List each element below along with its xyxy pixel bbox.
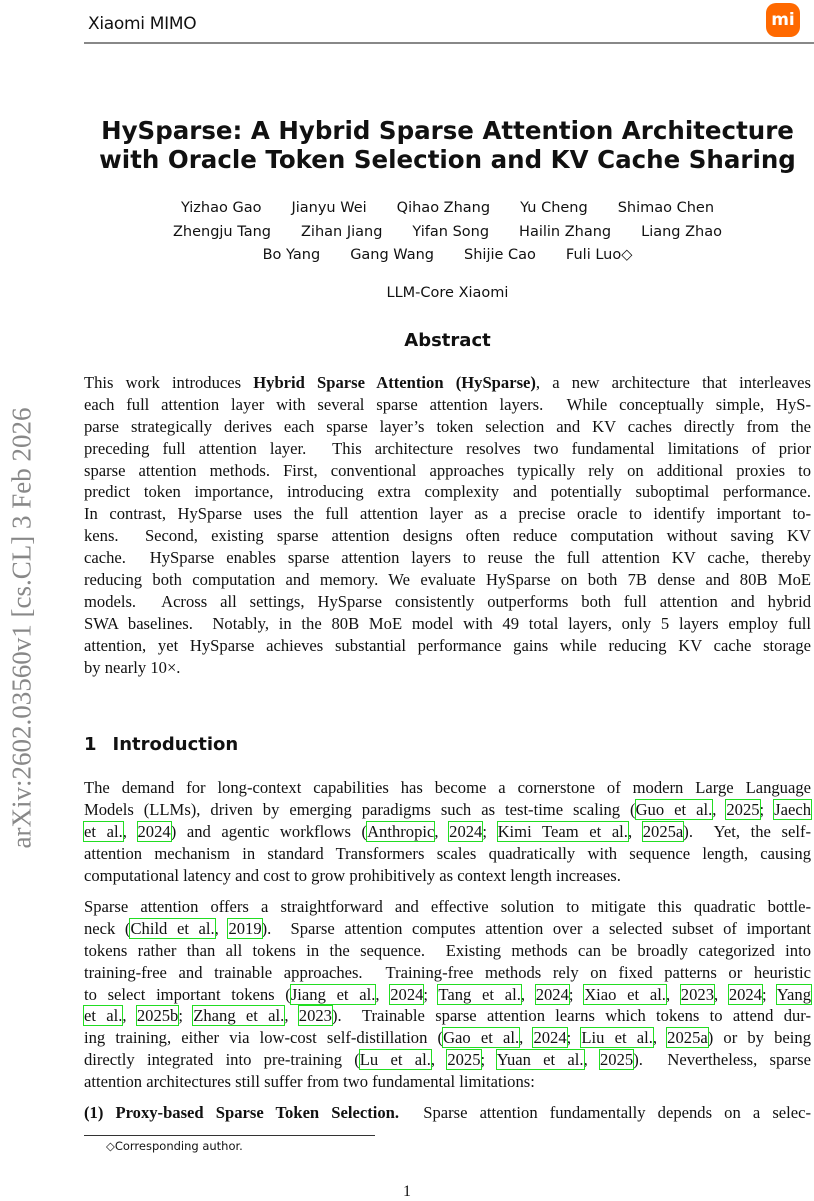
citation-link[interactable]: Kimi Team et al. [497,821,628,841]
citation-link[interactable]: 2023 [298,1006,332,1026]
text-span: ing training, either via low-cost self-distillation ( [84,1028,444,1048]
text-line [84,416,811,438]
text-line [84,799,811,821]
text-line [84,918,811,940]
text-line [84,1049,811,1071]
citation-link[interactable]: Guo et al. [635,799,713,819]
author-row [84,197,811,221]
text-line [84,962,811,984]
citation-link[interactable]: Liu et al. [581,1028,653,1048]
text-span: , [712,799,727,819]
citation-link[interactable]: Yuan et al. [496,1050,584,1070]
text-span: ; [423,984,439,1004]
citation-link[interactable]: Anthropic [367,821,435,841]
author-name: Yifan Song [412,223,490,240]
text-line [84,1027,811,1049]
text-line [84,821,811,843]
text-span: ; [762,984,777,1004]
text-span: ; [568,984,585,1004]
author-name: Hailin Zhang [519,223,612,240]
text-line [84,481,811,503]
abstract-body [84,372,811,678]
text-span: predict token importance, introducing extra complexity and potentially suboptimal performance. [84,482,811,502]
text-line [84,569,811,591]
text-span: , [122,821,138,841]
citation-link[interactable]: Zhang et al. [193,1006,285,1026]
abstract-heading: Abstract [404,330,491,351]
section-title: Introduction [112,734,239,755]
text-span: , a new architecture that interleaves [535,373,811,392]
citation-link[interactable]: 2024 [449,821,483,841]
author-name: Shimao Chen [617,200,715,216]
author-name: Shijie Cao [464,247,536,264]
title-line: with Oracle Token Selection and KV Cache Sharing [99,145,796,174]
text-span: neck ( [84,918,131,938]
text-span: attention mechanism in standard Transformers scales quadratically with sequence length, causing [84,843,811,863]
author-name: Qihao Zhang [396,200,491,216]
citation-link[interactable]: et al. [84,1006,123,1026]
text-line [84,777,811,799]
text-line [84,1102,811,1124]
text-span: In contrast, HySparse uses the full attention layer as a precise oracle to identify important to- [84,504,811,524]
citation-link[interactable]: Yang [776,984,811,1004]
text-span: , [284,1006,299,1026]
text-line [84,372,811,394]
author-name: Fuli Luo◇ [565,247,633,264]
text-span: computational latency and cost to grow prohibitively as context length increases. [84,865,621,885]
text-span: , [665,984,681,1004]
author-list [84,197,811,268]
citation-link[interactable]: 2025 [600,1050,634,1070]
text-span: , [627,821,643,841]
text-span: preceding full attention layer. This architecture resolves two fundamental limitations of prior [84,438,811,458]
citation-link[interactable]: Jaech [774,799,811,819]
citation-link[interactable]: 2025a [642,821,684,841]
text-span: to select important tokens ( [84,984,291,1004]
author-name: Jianyu Wei [291,200,367,216]
citation-link[interactable]: 2025a [667,1028,708,1048]
author-name: Yizhao Gao [180,200,262,216]
citation-link[interactable]: 2024 [535,984,569,1004]
paragraph [84,777,811,886]
bold-text: (1) Proxy-based Sparse Token Selection. [84,1103,400,1122]
citation-link[interactable]: 2024 [728,984,763,1004]
xiaomi-logo-icon: mi [766,3,800,37]
citation-link[interactable]: et al. [84,821,123,841]
text-span: ) or by being [707,1028,812,1048]
author-name: Yu Cheng [520,200,588,216]
text-span: training-free and trainable approaches. Training-free methods rely on fixed patterns or heuristic [84,962,811,982]
text-line [84,613,811,635]
citation-link[interactable]: Lu et al. [359,1050,431,1070]
text-span: ; [178,1006,194,1026]
author-name: Zhengju Tang [172,223,271,240]
text-span: sparse attention methods. First, conventional approaches typically rely on additional proxies to [84,460,811,480]
text-span: , [214,918,229,938]
citation-link[interactable]: Gao et al. [443,1028,520,1048]
text-line [84,525,811,547]
citation-link[interactable]: 2024 [137,821,171,841]
text-span: Sparse attention offers a straightforward and effective solution to mitigate this quadratic bottle- [84,897,811,916]
title-line: HySparse: A Hybrid Sparse Attention Architecture [101,116,794,145]
author-name: Zihan Jiang [300,223,383,240]
text-span: models. Across all settings, HySparse consistently outperforms both full attention and hybrid [84,591,811,611]
text-line [84,896,811,918]
text-line [84,460,811,482]
text-span: ; [759,799,775,819]
text-span: directly integrated into pre-training ( [84,1050,360,1070]
header-rule [84,42,814,44]
text-span: reducing both computation and memory. We evaluate HySparse on both 7B dense and 80B MoE [84,570,811,590]
text-span: ; [566,1028,582,1048]
citation-link[interactable]: 2024 [533,1028,567,1048]
text-span: each full attention layer with several sparse attention layers. While conceptually simple, HyS- [84,394,811,414]
citation-link[interactable]: 2024 [390,984,424,1004]
author-row [84,221,811,245]
page-number: 1 [403,1183,411,1200]
text-span: , [713,984,729,1004]
citation-link[interactable]: Xiao et al. [584,984,666,1004]
citation-link[interactable]: 2019 [228,918,262,938]
text-line [84,940,811,962]
citation-link[interactable]: 2025 [447,1050,481,1070]
text-span: ). Trainable sparse attention learns which tokens to attend dur- [331,1006,812,1026]
text-span: , [652,1028,668,1048]
author-name: Liang Zhao [641,223,723,240]
author-name: Bo Yang [262,247,321,264]
paragraph [84,896,811,1093]
text-span: , [519,1028,534,1048]
text-line [84,843,811,865]
citation-link[interactable]: Child et al. [130,918,215,938]
citation-link[interactable]: 2025b [136,1006,179,1026]
author-name: Gang Wang [350,247,435,264]
text-span: cache. HySparse enables sparse attention layers to reuse the full attention KV cache, thereby [84,548,811,568]
citation-link[interactable]: Jiang et al. [290,984,376,1004]
text-span: ; [480,1050,497,1070]
section-number: 1 [84,734,97,755]
text-line [84,394,811,416]
citation-link[interactable]: Tang et al. [438,984,521,1004]
text-line [84,984,811,1006]
text-line [84,865,811,887]
text-span: parse strategically derives each sparse layer’s token selection and KV caches directly from the [84,416,811,436]
text-span: Models (LLMs), driven by emerging paradigms such as test-time scaling ( [84,799,636,819]
bold-text: Hybrid Sparse Attention (HySparse) [253,373,536,392]
author-row [84,244,811,268]
affiliation: LLM-Core Xiaomi [386,285,509,301]
text-span: by nearly 10×. [84,657,181,677]
text-span: The demand for long-context capabilities has become a cornerstone of modern Large Language [84,778,811,797]
text-span: , [583,1050,600,1070]
text-span: tokens rather than all tokens in the sequence. Existing methods can be broadly categorized into [84,940,811,960]
text-span: attention, yet HySparse achieves substantial performance gains while reducing KV cache storage [84,635,811,655]
text-line [84,547,811,569]
text-line [84,1071,811,1093]
text-span: , [122,1006,137,1026]
text-line [84,438,811,460]
text-line [84,503,811,525]
text-span: , [430,1050,448,1070]
arxiv-stamp[interactable]: arXiv:2602.03560v1 [cs.CL] 3 Feb 2026 [6,407,37,849]
text-span: ). Sparse attention computes attention over a selected subset of important [261,918,812,938]
citation-link[interactable]: 2025 [726,799,760,819]
footnote-rule [84,1135,375,1136]
text-span: This work introduces [84,373,254,392]
text-line [84,1005,811,1027]
footnote: ◇Corresponding author. [106,1139,243,1153]
text-span: attention architectures still suffer from two fundamental limitations: [84,1072,535,1092]
text-span: ). Yet, the self- [683,821,812,841]
brand-name: Xiaomi MIMO [88,14,197,34]
text-span: kens. Second, existing sparse attention designs often reduce computation without saving KV [84,526,811,546]
text-span: ). Nevertheless, sparse [633,1050,812,1070]
text-span: Sparse attention fundamentally depends on a selec- [399,1103,812,1122]
text-line [84,591,811,613]
text-span: SWA baselines. Notably, in the 80B MoE model with 49 total layers, only 5 layers employ full [84,613,811,633]
text-span: , [375,984,391,1004]
text-span: , [434,821,450,841]
citation-link[interactable]: 2023 [680,984,714,1004]
paper-title [84,116,811,174]
text-line [84,657,811,679]
text-span: ; [482,821,498,841]
paragraph [84,1102,811,1124]
text-line [84,635,811,657]
text-span: ) and agentic workflows ( [170,821,368,841]
section-heading [84,734,238,755]
text-span: , [520,984,536,1004]
